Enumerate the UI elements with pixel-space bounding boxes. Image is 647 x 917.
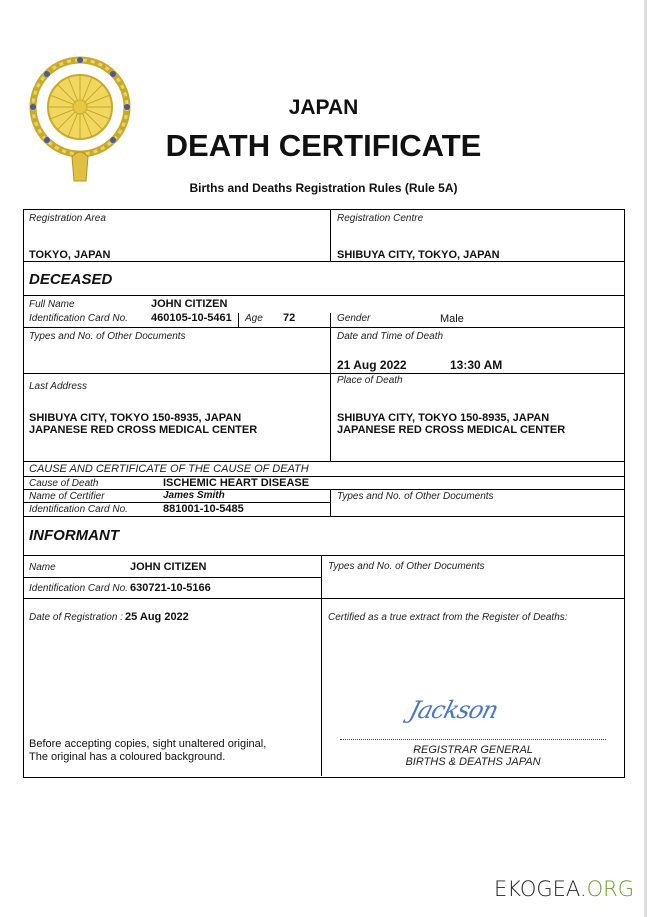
- document-title: DEATH CERTIFICATE: [165, 128, 482, 163]
- registration-area-value: TOKYO, JAPAN: [29, 249, 111, 261]
- informant-section-title: INFORMANT: [29, 527, 119, 544]
- document-subtitle: Births and Deaths Registration Rules (Rule 5A): [189, 181, 458, 195]
- last-address-label: Last Address: [29, 381, 87, 392]
- full-name-value: JOHN CITIZEN: [151, 298, 228, 310]
- place-of-death-line2: JAPANESE RED CROSS MEDICAL CENTER: [337, 424, 566, 436]
- cause-other-documents-label: Types and No. of Other Documents: [337, 491, 494, 502]
- signature-line: [340, 739, 606, 740]
- informant-id-label: Identification Card No.: [29, 583, 128, 594]
- certifier-id-value: 881001-10-5485: [163, 503, 244, 515]
- cause-of-death-label: Cause of Death: [29, 478, 99, 489]
- cause-of-death-value: ISCHEMIC HEART DISEASE: [163, 477, 310, 489]
- last-address-line2: JAPANESE RED CROSS MEDICAL CENTER: [29, 424, 258, 436]
- country-title: JAPAN: [288, 96, 359, 119]
- full-name-label: Full Name: [29, 299, 75, 310]
- age-value: 72: [283, 312, 296, 324]
- informant-name-label: Name: [29, 562, 56, 573]
- certifier-id-label: Identification Card No.: [29, 504, 128, 515]
- certifier-label: Name of Certifier: [29, 491, 105, 502]
- watermark-part1: EKOGEA.: [493, 877, 587, 901]
- informant-name-value: JOHN CITIZEN: [130, 561, 207, 573]
- cause-section-title: CAUSE AND CERTIFICATE OF THE CAUSE OF DEATH: [29, 463, 309, 475]
- death-datetime-label: Date and Time of Death: [337, 331, 444, 342]
- gender-label: Gender: [337, 313, 371, 324]
- registration-date-value: 25 Aug 2022: [125, 611, 189, 623]
- informant-other-documents-label: Types and No. of Other Documents: [328, 561, 485, 572]
- watermark-part2: ORG: [586, 877, 634, 901]
- id-card-value: 460105-10-5461: [151, 312, 232, 324]
- death-time-value: 13:30 AM: [450, 358, 503, 372]
- place-of-death-line1: SHIBUYA CITY, TOKYO 150-8935, JAPAN: [337, 412, 550, 424]
- registration-centre-value: SHIBUYA CITY, TOKYO, JAPAN: [337, 249, 500, 261]
- death-date-value: 21 Aug 2022: [337, 358, 407, 372]
- place-of-death-label: Place of Death: [337, 375, 403, 386]
- last-address-line1: SHIBUYA CITY, TOKYO 150-8935, JAPAN: [29, 412, 242, 424]
- copy-notice-line1: Before accepting copies, sight unaltered original,: [29, 738, 267, 750]
- informant-id-value: 630721-10-5166: [130, 582, 211, 594]
- registration-centre-label: Registration Centre: [337, 213, 424, 224]
- deceased-section-title: DECEASED: [29, 271, 113, 288]
- certified-extract-text: Certified as a true extract from the Register of Deaths:: [328, 612, 568, 623]
- registration-date-label: Date of Registration :: [29, 612, 123, 623]
- registrar-signature: Jackson: [406, 696, 501, 724]
- age-label: Age: [245, 313, 263, 324]
- registration-area-label: Registration Area: [29, 213, 106, 224]
- ekogea-watermark: [494, 877, 634, 901]
- gender-value: Male: [440, 313, 464, 325]
- id-card-label: Identification Card No.: [29, 313, 128, 324]
- registrar-title-line1: REGISTRAR GENERAL: [413, 744, 533, 756]
- imperial-chrysanthemum-emblem: [26, 55, 134, 187]
- copy-notice-line2: The original has a coloured background.: [29, 751, 226, 763]
- certifier-value: James Smith: [163, 490, 225, 501]
- other-documents-label: Types and No. of Other Documents: [29, 331, 186, 342]
- registrar-title-line2: BIRTHS & DEATHS JAPAN: [405, 756, 541, 768]
